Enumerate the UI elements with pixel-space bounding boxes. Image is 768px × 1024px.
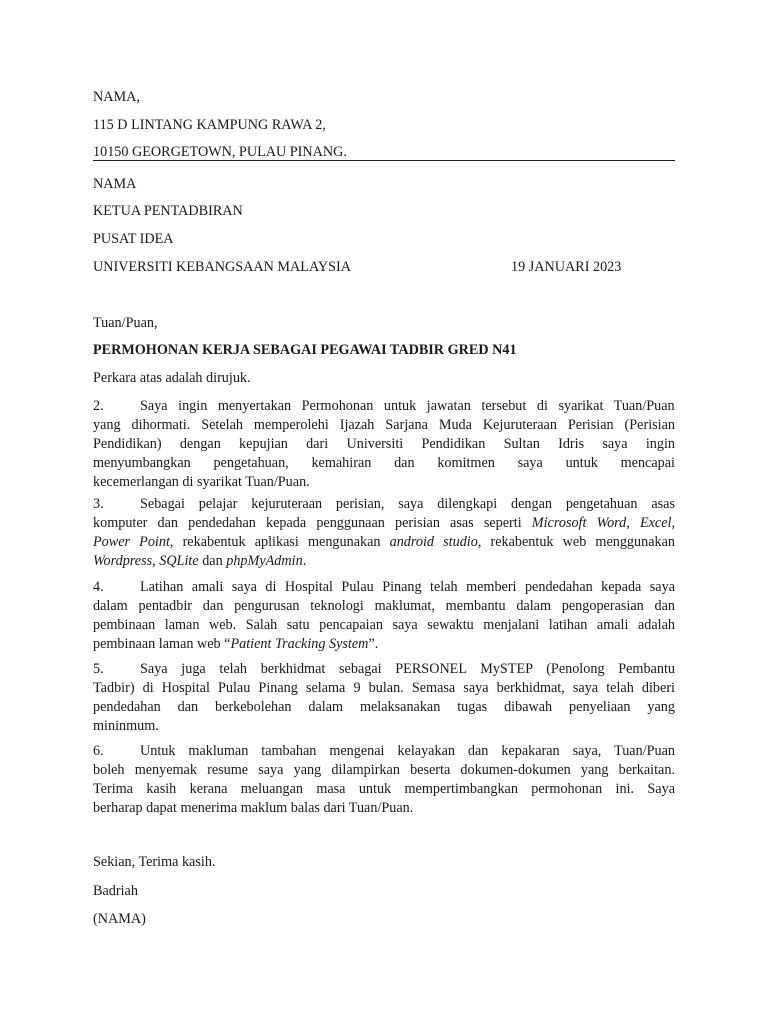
paragraph-6-line-4: berharap dapat menerima maklum balas dari Tuan/Puan.: [93, 800, 414, 816]
paragraph-text: ,: [671, 515, 676, 531]
paragraph-text: .: [302, 553, 307, 569]
paragraph-3-line-4: [93, 552, 675, 571]
paragraph-2-line-5: kecemerlangan di syarikat Tuan/Puan.: [93, 474, 310, 490]
paragraph-text: pembinaan laman web “: [93, 636, 231, 652]
paragraph-4-line-1: [93, 578, 675, 597]
recipient-organization: UNIVERSITI KEBANGSAAN MALAYSIA: [93, 259, 352, 275]
paragraph-6: [93, 742, 675, 818]
paragraph-text: Saya juga telah berkhidmat sebagai PERSONEL MySTEP (Penolong Pembantu: [140, 661, 675, 677]
paragraph-2-line-4: menyumbangkan pengetahuan, kemahiran dan komitmen saya untuk mencapai: [93, 455, 675, 471]
paragraph-6-line-2: boleh menyemak resume saya yang dilampirkan beserta dokumen-dokumen yang berkaitan.: [93, 762, 675, 778]
software-name: Power Point: [93, 534, 170, 550]
software-name: android studio: [389, 534, 478, 550]
recipient-department: PUSAT IDEA: [93, 231, 174, 247]
reference-line: Perkara atas adalah dirujuk.: [93, 370, 251, 386]
recipient-title: KETUA PENTADBIRAN: [93, 203, 243, 219]
paragraph-number: 5.: [93, 661, 104, 677]
paragraph-4-line-4: [93, 635, 675, 654]
paragraph-number: 3.: [93, 496, 104, 512]
paragraph-number: 4.: [93, 579, 104, 595]
signer-name: Badriah: [93, 883, 138, 899]
paragraph-text: ,: [626, 515, 640, 531]
paragraph-text: Saya ingin menyertakan Permohonan untuk jawatan tersebut di syarikat Tuan/Puan: [140, 398, 675, 414]
signer-label: (NAMA): [93, 911, 146, 927]
paragraph-5-line-2: Tadbir) di Hospital Pulau Pinang selama 9 bulan. Semasa saya berkhidmat, saya telah diberi: [93, 680, 675, 696]
sender-name: NAMA,: [93, 89, 140, 105]
paragraph-number: 6.: [93, 743, 104, 759]
project-name: Patient Tracking System: [230, 636, 369, 652]
paragraph-text: , rekabentuk aplikasi mengunakan: [169, 534, 390, 550]
software-name: SQLite: [159, 553, 199, 569]
paragraph-text: Untuk makluman tambahan mengenai kelayakan dan kepakaran saya, Tuan/Puan: [140, 743, 675, 759]
paragraph-2-line-3: Pendidikan) dengan kepujian dari Universiti Pendidikan Sultan Idris saya ingin: [93, 436, 675, 452]
paragraph-text: komputer dan pendedahan kepada penggunaan perisian asas seperti: [93, 515, 532, 531]
paragraph-3-line-1: [93, 495, 675, 514]
paragraph-text: Sebagai pelajar kejuruteraan perisian, saya dilengkapi dengan pengetahuan asas: [140, 496, 675, 512]
paragraph-text: ”.: [368, 636, 379, 652]
paragraph-6-line-3: Terima kasih kerana meluangan masa untuk mempertimbangkan permohonan ini. Saya: [93, 781, 675, 797]
paragraph-3-line-2: [93, 514, 675, 533]
salutation: Tuan/Puan,: [93, 315, 158, 331]
paragraph-2-line-1: [93, 397, 675, 416]
closing-line: Sekian, Terima kasih.: [93, 854, 216, 870]
paragraph-number: 2.: [93, 398, 104, 414]
paragraph-text: ,: [152, 553, 160, 569]
paragraph-3-line-3: [93, 533, 675, 552]
sender-address-line-2: 10150 GEORGETOWN, PULAU PINANG.: [93, 144, 347, 160]
software-name: Excel: [639, 515, 672, 531]
paragraph-4-line-2: dalam pentadbir dan pengurusan teknologi maklumat, membantu dalam pengoperasian dan: [93, 598, 675, 614]
recipient-name: NAMA: [93, 176, 137, 192]
paragraph-text: , rekabentuk web menggunakan: [477, 534, 675, 550]
letter-date: 19 JANUARI 2023: [511, 259, 622, 275]
paragraph-5: [93, 660, 675, 736]
paragraph-4: [93, 578, 675, 654]
paragraph-5-line-3: pendedahan dan berkebolehan dalam melaksanakan tugas dibawah penyeliaan yang: [93, 699, 675, 715]
paragraph-4-line-3: pembinaan laman web. Salah satu pencapaian saya sewaktu menjalani latihan amali adalah: [93, 617, 675, 633]
paragraph-text: Latihan amali saya di Hospital Pulau Pinang telah memberi pendedahan kepada saya: [140, 579, 675, 595]
paragraph-5-line-4: mininmum.: [93, 718, 159, 734]
paragraph-3: [93, 495, 675, 571]
header-divider: [93, 160, 675, 161]
paragraph-6-line-1: [93, 742, 675, 761]
sender-address-line-1: 115 D LINTANG KAMPUNG RAWA 2,: [93, 117, 326, 133]
paragraph-text: dan: [198, 553, 227, 569]
subject-line: PERMOHONAN KERJA SEBAGAI PEGAWAI TADBIR GRED N41: [93, 342, 517, 358]
software-name: Microsoft Word: [531, 515, 627, 531]
software-name: phpMyAdmin: [226, 553, 303, 569]
paragraph-2-line-2: yang dihormati. Setelah memperolehi Ijazah Sarjana Muda Kejuruteraan Perisian (Perisian: [93, 417, 675, 433]
software-name: Wordpress: [93, 553, 153, 569]
paragraph-5-line-1: [93, 660, 675, 679]
paragraph-2: [93, 397, 675, 492]
